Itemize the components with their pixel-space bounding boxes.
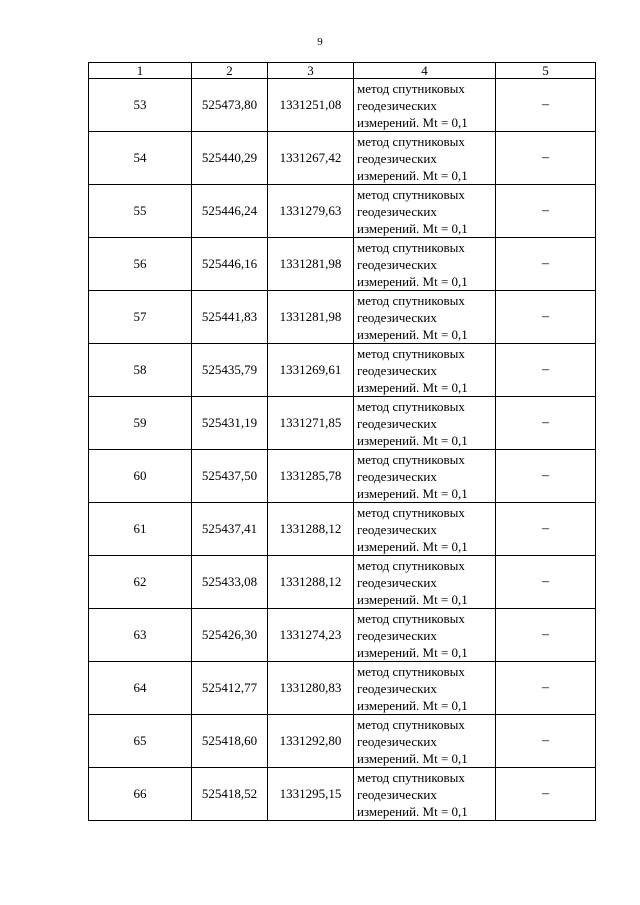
table-row <box>89 609 596 662</box>
y-coordinate-cell: 1331292,80 <box>268 715 354 768</box>
method-cell: метод спутниковых геодезических измерений. Mt = 0,1 <box>354 556 496 609</box>
method-cell: метод спутниковых геодезических измерений. Mt = 0,1 <box>354 662 496 715</box>
note-cell: – <box>496 556 596 609</box>
method-cell: метод спутниковых геодезических измерений. Mt = 0,1 <box>354 132 496 185</box>
column-header-3: 3 <box>268 63 354 79</box>
y-coordinate-cell: 1331281,98 <box>268 291 354 344</box>
point-number-cell: 60 <box>89 450 192 503</box>
x-coordinate-cell: 525441,83 <box>192 291 268 344</box>
point-number-cell: 53 <box>89 79 192 132</box>
y-coordinate-cell: 1331271,85 <box>268 397 354 450</box>
x-coordinate-cell: 525473,80 <box>192 79 268 132</box>
note-cell: – <box>496 185 596 238</box>
note-cell: – <box>496 503 596 556</box>
note-cell: – <box>496 715 596 768</box>
column-header-2: 2 <box>192 63 268 79</box>
note-cell: – <box>496 291 596 344</box>
x-coordinate-cell: 525437,41 <box>192 503 268 556</box>
y-coordinate-cell: 1331295,15 <box>268 768 354 821</box>
method-cell: метод спутниковых геодезических измерений. Mt = 0,1 <box>354 238 496 291</box>
x-coordinate-cell: 525431,19 <box>192 397 268 450</box>
y-coordinate-cell: 1331279,63 <box>268 185 354 238</box>
table-row <box>89 768 596 821</box>
table-row <box>89 397 596 450</box>
column-header-4: 4 <box>354 63 496 79</box>
table-row <box>89 556 596 609</box>
point-number-cell: 62 <box>89 556 192 609</box>
y-coordinate-cell: 1331281,98 <box>268 238 354 291</box>
table-row <box>89 132 596 185</box>
method-cell: метод спутниковых геодезических измерений. Mt = 0,1 <box>354 450 496 503</box>
point-number-cell: 58 <box>89 344 192 397</box>
x-coordinate-cell: 525440,29 <box>192 132 268 185</box>
point-number-cell: 59 <box>89 397 192 450</box>
y-coordinate-cell: 1331269,61 <box>268 344 354 397</box>
table-row <box>89 291 596 344</box>
point-number-cell: 64 <box>89 662 192 715</box>
note-cell: – <box>496 344 596 397</box>
point-number-cell: 63 <box>89 609 192 662</box>
coordinates-table <box>88 62 596 821</box>
x-coordinate-cell: 525437,50 <box>192 450 268 503</box>
x-coordinate-cell: 525446,16 <box>192 238 268 291</box>
x-coordinate-cell: 525426,30 <box>192 609 268 662</box>
note-cell: – <box>496 238 596 291</box>
note-cell: – <box>496 450 596 503</box>
point-number-cell: 66 <box>89 768 192 821</box>
y-coordinate-cell: 1331288,12 <box>268 503 354 556</box>
point-number-cell: 56 <box>89 238 192 291</box>
table-row <box>89 503 596 556</box>
table-header-row <box>89 63 596 79</box>
method-cell: метод спутниковых геодезических измерений. Mt = 0,1 <box>354 768 496 821</box>
point-number-cell: 61 <box>89 503 192 556</box>
method-cell: метод спутниковых геодезических измерений. Mt = 0,1 <box>354 344 496 397</box>
note-cell: – <box>496 662 596 715</box>
table-row <box>89 79 596 132</box>
x-coordinate-cell: 525418,60 <box>192 715 268 768</box>
y-coordinate-cell: 1331280,83 <box>268 662 354 715</box>
x-coordinate-cell: 525433,08 <box>192 556 268 609</box>
method-cell: метод спутниковых геодезических измерений. Mt = 0,1 <box>354 79 496 132</box>
y-coordinate-cell: 1331288,12 <box>268 556 354 609</box>
table-row <box>89 662 596 715</box>
table-row <box>89 185 596 238</box>
method-cell: метод спутниковых геодезических измерений. Mt = 0,1 <box>354 397 496 450</box>
table-row <box>89 344 596 397</box>
note-cell: – <box>496 768 596 821</box>
point-number-cell: 57 <box>89 291 192 344</box>
method-cell: метод спутниковых геодезических измерений. Mt = 0,1 <box>354 503 496 556</box>
point-number-cell: 55 <box>89 185 192 238</box>
point-number-cell: 54 <box>89 132 192 185</box>
y-coordinate-cell: 1331251,08 <box>268 79 354 132</box>
table-row <box>89 450 596 503</box>
y-coordinate-cell: 1331285,78 <box>268 450 354 503</box>
method-cell: метод спутниковых геодезических измерений. Mt = 0,1 <box>354 609 496 662</box>
table-row <box>89 238 596 291</box>
method-cell: метод спутниковых геодезических измерений. Mt = 0,1 <box>354 291 496 344</box>
x-coordinate-cell: 525418,52 <box>192 768 268 821</box>
x-coordinate-cell: 525435,79 <box>192 344 268 397</box>
note-cell: – <box>496 397 596 450</box>
x-coordinate-cell: 525412,77 <box>192 662 268 715</box>
method-cell: метод спутниковых геодезических измерений. Mt = 0,1 <box>354 185 496 238</box>
note-cell: – <box>496 609 596 662</box>
point-number-cell: 65 <box>89 715 192 768</box>
method-cell: метод спутниковых геодезических измерений. Mt = 0,1 <box>354 715 496 768</box>
note-cell: – <box>496 132 596 185</box>
x-coordinate-cell: 525446,24 <box>192 185 268 238</box>
note-cell: – <box>496 79 596 132</box>
page-number: 9 <box>317 36 323 48</box>
column-header-5: 5 <box>496 63 596 79</box>
table-row <box>89 715 596 768</box>
y-coordinate-cell: 1331274,23 <box>268 609 354 662</box>
y-coordinate-cell: 1331267,42 <box>268 132 354 185</box>
column-header-1: 1 <box>89 63 192 79</box>
